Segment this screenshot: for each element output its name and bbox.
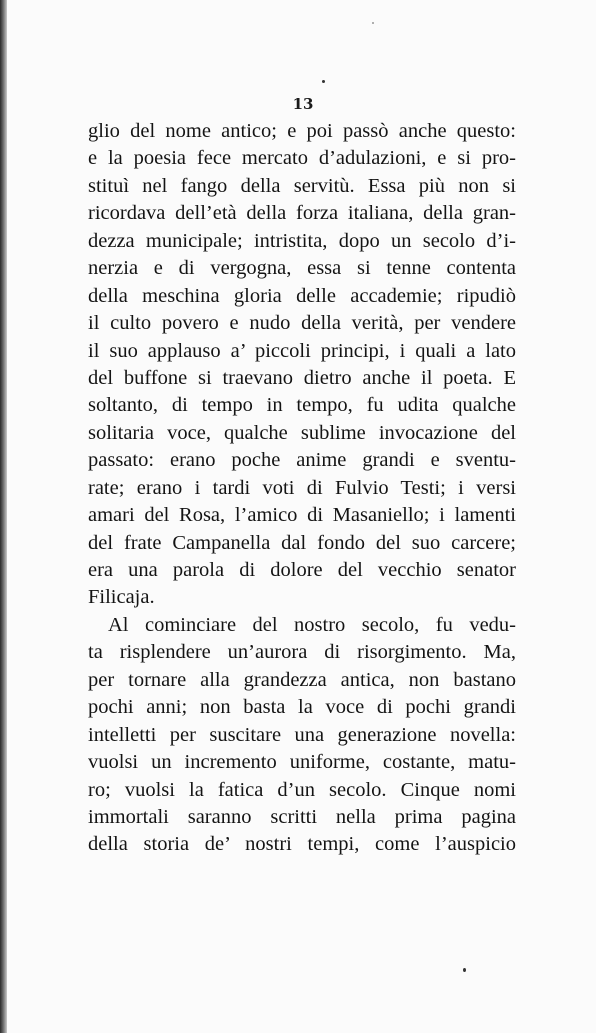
text-line: solitaria voce, qualche sublime invocazione del bbox=[88, 421, 516, 444]
text-line: del buffone si traevano dietro anche il poeta. E bbox=[88, 366, 516, 389]
text-line: nerzia e di vergogna, essa si tenne contenta bbox=[88, 257, 516, 280]
text-line: il suo applauso a’ piccoli principi, i quali a lato bbox=[88, 339, 516, 362]
text-line: rate; erano i tardi voti di Fulvio Testi; i versi bbox=[88, 476, 516, 499]
ink-speck bbox=[463, 968, 466, 972]
text-line: intelletti per suscitare una generazione novella: bbox=[88, 723, 516, 746]
text-line: passato: erano poche anime grandi e sventu- bbox=[88, 449, 516, 472]
text-line: e la poesia fece mercato d’adulazioni, e si pro- bbox=[88, 147, 516, 170]
text-line: amari del Rosa, l’amico di Masaniello; i lamenti bbox=[88, 504, 516, 527]
text-line-paragraph-end: Filicaja. bbox=[88, 586, 155, 609]
page-number: 13 bbox=[292, 95, 314, 113]
text-line: pochi anni; non basta la voce di pochi grandi bbox=[88, 696, 516, 719]
text-line: ro; vuolsi la fatica d’un secolo. Cinque nomi bbox=[88, 778, 516, 801]
ink-speck bbox=[322, 80, 325, 83]
text-line: immortali saranno scritti nella prima pagina bbox=[88, 805, 516, 828]
body-text bbox=[88, 118, 516, 859]
text-line: della storia de’ nostri tempi, come l’auspicio bbox=[88, 833, 516, 856]
text-line-paragraph-start: Al cominciare del nostro secolo, fu vedu- bbox=[108, 613, 516, 636]
text-line: il culto povero e nudo della verità, per vendere bbox=[88, 312, 516, 335]
text-line: ta risplendere un’aurora di risorgimento. Ma, bbox=[88, 641, 516, 664]
text-line: stituì nel fango della servitù. Essa più non si bbox=[88, 174, 516, 197]
text-line: ricordava dell’età della forza italiana, della gran- bbox=[88, 202, 516, 225]
text-line: per tornare alla grandezza antica, non bastano bbox=[88, 668, 516, 691]
text-line: vuolsi un incremento uniforme, costante, matu- bbox=[88, 751, 516, 774]
text-line: soltanto, di tempo in tempo, fu udita qualche bbox=[88, 394, 516, 417]
text-line: era una parola di dolore del vecchio senator bbox=[88, 559, 516, 581]
text-line: del frate Campanella dal fondo del suo carcere; bbox=[88, 531, 516, 554]
text-line: della meschina gloria delle accademie; ripudiò bbox=[88, 284, 516, 307]
ink-speck bbox=[372, 22, 374, 24]
text-line: glio del nome antico; e poi passò anche questo: bbox=[88, 120, 516, 142]
text-line: dezza municipale; intristita, dopo un secolo d’i- bbox=[88, 229, 516, 252]
book-spine-edge bbox=[0, 0, 7, 1033]
